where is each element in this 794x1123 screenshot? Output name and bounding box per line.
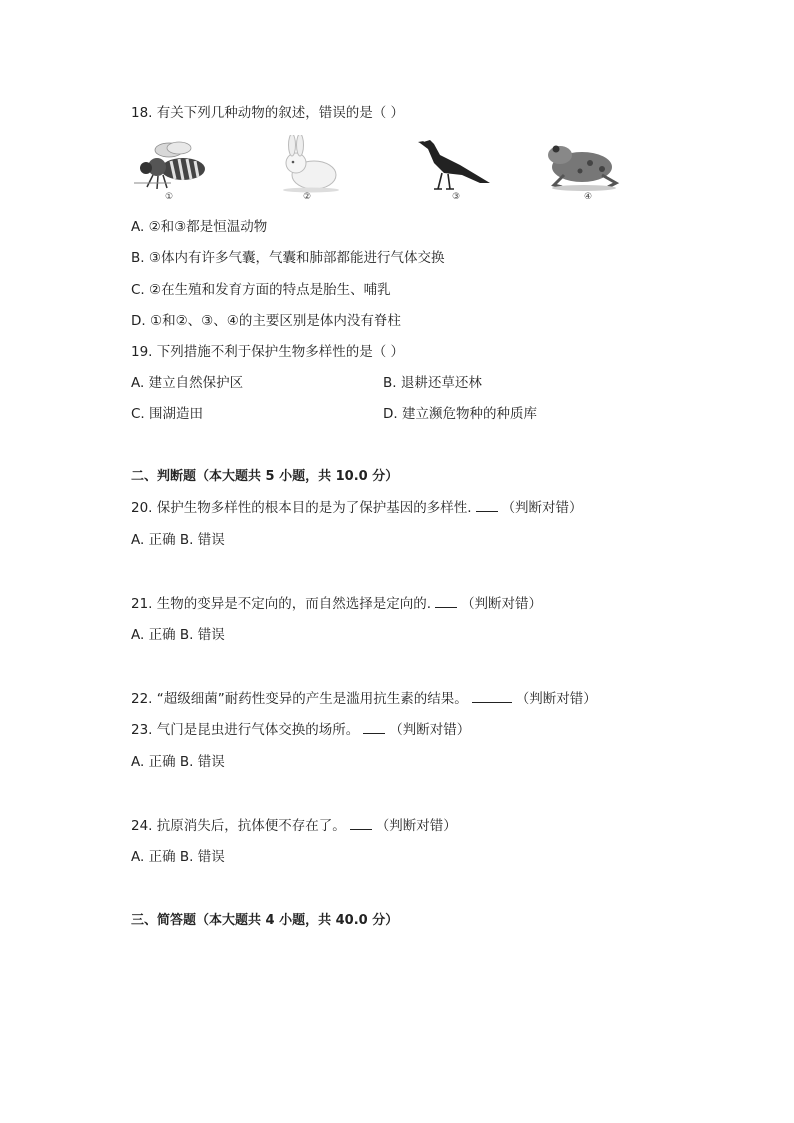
q21-answer: A. 正确 B. 错误 (131, 627, 225, 643)
q19-option-d: D. 建立濒危物种的种质库 (383, 406, 537, 422)
q21-blank[interactable] (435, 595, 457, 608)
section-2-heading: 二、判断题（本大题共 5 小题，共 10.0 分） (131, 469, 399, 484)
q20-answer: A. 正确 B. 错误 (131, 532, 225, 548)
question-20 (131, 499, 583, 517)
question-19-stem: 19. 下列措施不利于保护生物多样性的是（ ） (131, 344, 405, 360)
frog-image (540, 135, 622, 193)
question-24 (131, 817, 457, 835)
bee-image (131, 135, 211, 193)
q19-option-b: B. 退耕还草还林 (383, 375, 482, 391)
caption-1: ① (165, 192, 174, 202)
q19-option-a: A. 建立自然保护区 (131, 375, 244, 391)
q22-blank[interactable] (472, 690, 512, 703)
caption-3: ③ (452, 192, 461, 202)
question-23 (131, 721, 470, 739)
q24-suffix: （判断对错） (375, 818, 457, 834)
question-22 (131, 690, 597, 708)
q18-option-d: D. ①和②、③、④的主要区别是体内没有脊柱 (131, 313, 401, 329)
q22-stem: 22. “超级细菌”耐药性变异的产生是滥用抗生素的结果。 (131, 691, 468, 707)
q23-stem: 23. 气门是昆虫进行气体交换的场所。 (131, 722, 360, 738)
question-21 (131, 595, 542, 613)
q20-stem: 20. 保护生物多样性的根本目的是为了保护基因的多样性. (131, 500, 472, 516)
q18-option-a: A. ②和③都是恒温动物 (131, 219, 268, 235)
q24-answer: A. 正确 B. 错误 (131, 849, 225, 865)
section-3-heading: 三、简答题（本大题共 4 小题，共 40.0 分） (131, 913, 399, 928)
q21-stem: 21. 生物的变异是不定向的，而自然选择是定向的. (131, 596, 432, 612)
q20-suffix: （判断对错） (501, 500, 583, 516)
caption-4: ④ (584, 192, 593, 202)
q22-suffix: （判断对错） (515, 691, 597, 707)
q21-suffix: （判断对错） (461, 596, 543, 612)
q23-blank[interactable] (363, 721, 385, 734)
rabbit-image (276, 135, 346, 193)
q18-option-c: C. ②在生殖和发育方面的特点是胎生、哺乳 (131, 282, 391, 298)
q24-blank[interactable] (350, 817, 372, 830)
q24-stem: 24. 抗原消失后，抗体便不存在了。 (131, 818, 346, 834)
q18-option-b: B. ③体内有许多气囊，气囊和肺部都能进行气体交换 (131, 250, 445, 266)
question-18-stem: 18. 有关下列几种动物的叙述，错误的是（ ） (131, 105, 405, 121)
q19-option-c: C. 围湖造田 (131, 406, 204, 422)
crow-image (410, 135, 492, 193)
caption-2: ② (303, 192, 312, 202)
q20-blank[interactable] (476, 499, 498, 512)
q23-suffix: （判断对错） (389, 722, 471, 738)
q23-answer: A. 正确 B. 错误 (131, 754, 225, 770)
